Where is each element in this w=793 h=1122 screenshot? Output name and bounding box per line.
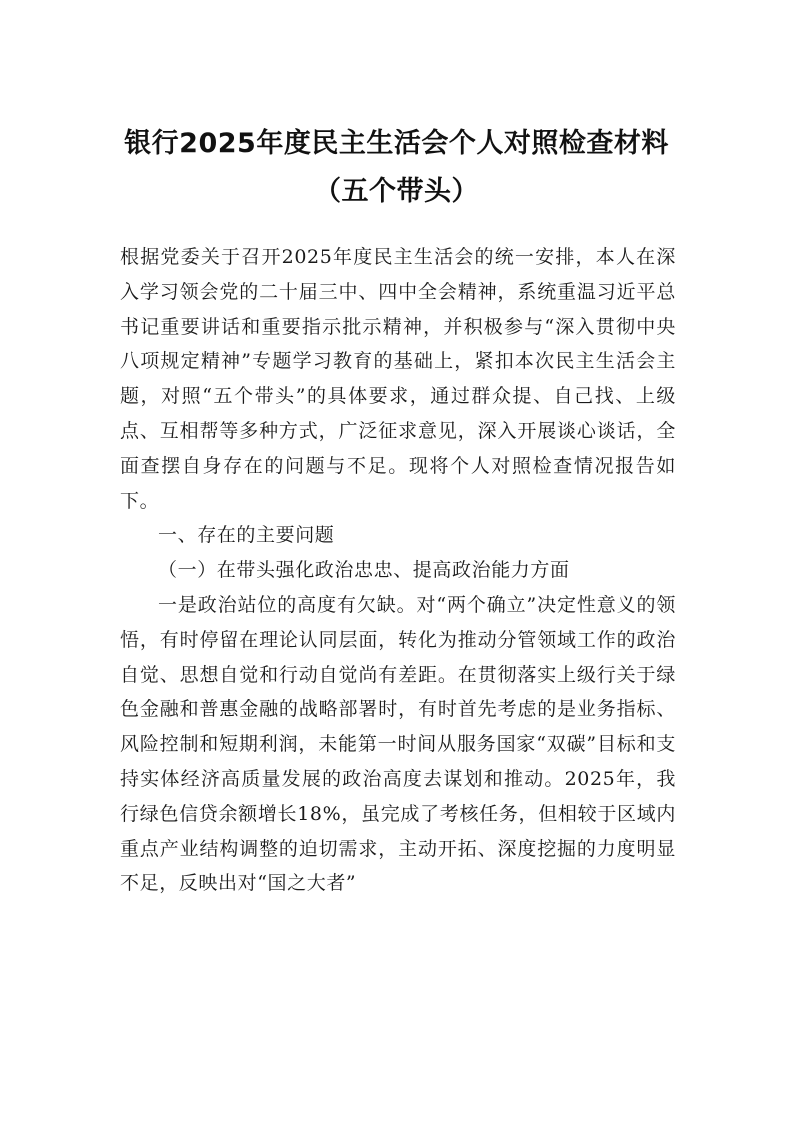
subsection-heading-political: （一）在带头强化政治忠忠、提高政治能力方面 [158,559,570,582]
intro-paragraph: 根据党委关于召开2025年度民主生活会的统一安排，本人在深入学习领会党的二十届三中、四中全会精神，系统重温习近平总书记重要讲话和重要指示批示精神，并积极参与“深入贯彻中央八项规定精神”专题学习教育的基础上，紧扣本次民主生活会主题，对照“五个带头”的具体要求，通过群众提、自己找、上级点、互相帮等多种方式，广泛征求意见，深入开展谈心谈话，全面查摆自身存在的问题与不足。现将个人对照检查情况报告如下。 [120,246,676,512]
document-body [120,240,676,901]
point-one-paragraph: 一是政治站位的高度有欠缺。对“两个确立”决定性意义的领悟，有时停留在理论认同层面，转化为推动分管领域工作的政治自觉、思想自觉和行动自觉尚有差距。在贯彻落实上级行关于绿色金融和普惠金融的战略部署时，有时首先考虑的是业务指标、风险控制和短期利润，未能第一时间从服务国家“双碳”目标和支持实体经济高质量发展的政治高度去谋划和推动。2025年，我行绿色信贷余额增长18%，虽完成了考核任务，但相较于区域内重点产业结构调整的迫切需求，主动开拓、深度挖掘的力度明显不足，反映出对“国之大者” [120,593,676,895]
section-heading-main-problems: 一、存在的主要问题 [158,524,335,547]
document-title: 银行2025年度民主生活会个人对照检查材料（五个带头） [124,128,669,207]
